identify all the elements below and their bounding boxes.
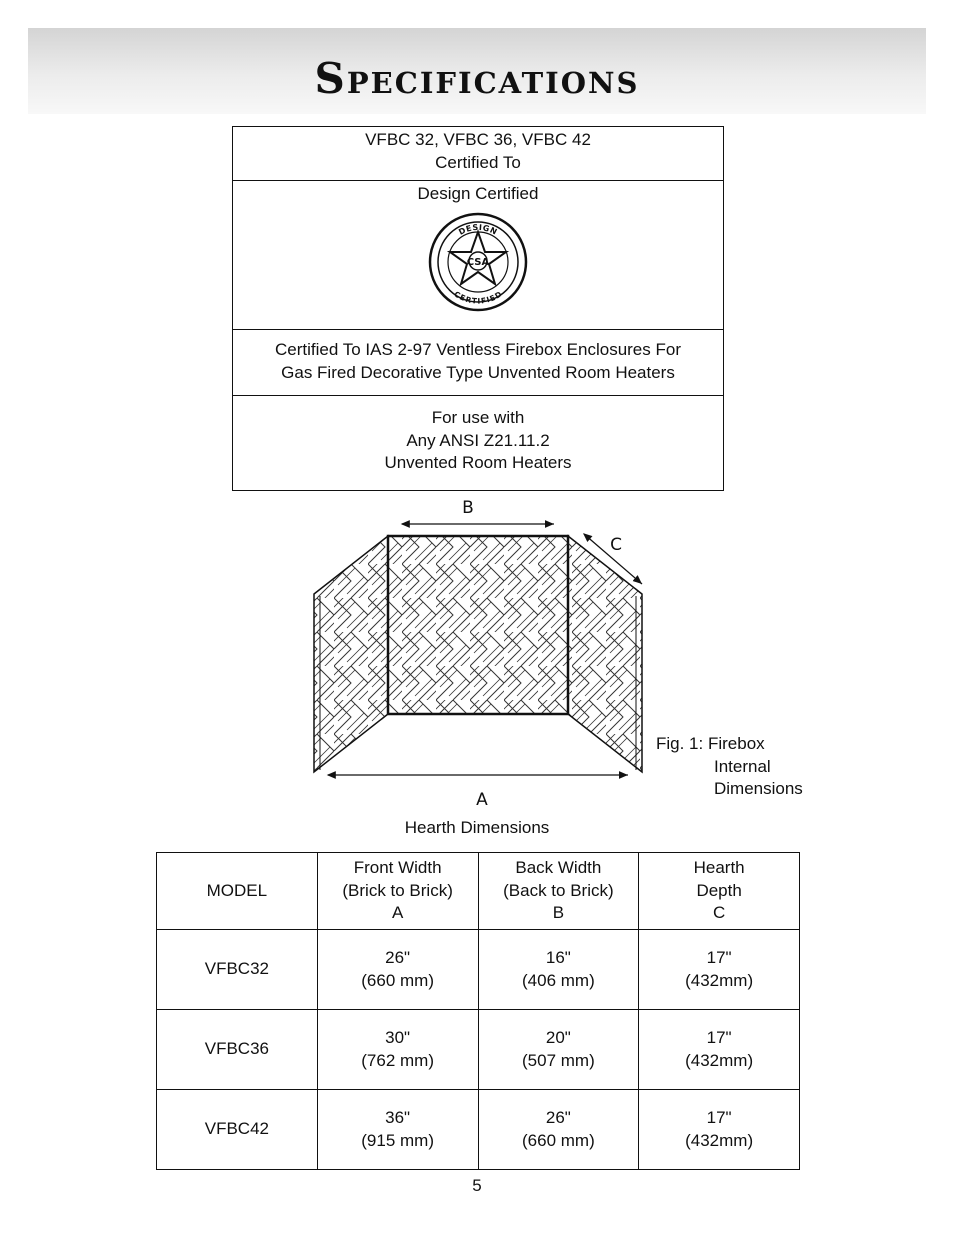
cert-standard-row — [233, 329, 723, 395]
cell-model: VFBC32 — [157, 930, 318, 1010]
cell-value: 30" — [385, 1028, 411, 1047]
dimension-a-label: A — [476, 790, 488, 810]
header-back-width — [478, 853, 639, 930]
design-certified-seal-icon — [428, 212, 528, 312]
firebox-diagram — [300, 496, 660, 814]
cell-back-width — [478, 930, 639, 1010]
title-banner — [28, 28, 926, 114]
cell-value: (660 mm) — [522, 1130, 595, 1150]
cell-value: 16" — [545, 948, 571, 967]
header-text: Back Width — [515, 858, 602, 878]
cell-value: 26" — [545, 1108, 571, 1127]
cert-certified-to: Certified To — [435, 152, 521, 172]
certification-box — [232, 126, 724, 491]
header-text: B — [552, 903, 565, 923]
cell-hearth-depth — [639, 1010, 800, 1090]
header-hearth-depth — [639, 853, 800, 930]
figure-caption-line: Fig. 1: Firebox — [656, 734, 765, 753]
cell-value: (406 mm) — [522, 970, 595, 990]
design-certified-label: Design Certified — [417, 184, 539, 203]
cert-seal-row — [233, 180, 723, 329]
cert-use-row — [233, 395, 723, 490]
header-text: (Brick to Brick) — [342, 880, 453, 900]
header-text: MODEL — [206, 880, 268, 900]
cell-value: 36" — [385, 1108, 411, 1127]
cell-value: (762 mm) — [361, 1050, 434, 1070]
dimension-c-label: C — [610, 535, 622, 555]
seal-top-text: DESIGN — [457, 222, 499, 237]
cert-use-line: Unvented Room Heaters — [384, 453, 572, 472]
cert-standard-line: Gas Fired Decorative Type Unvented Room Heaters — [281, 362, 675, 382]
left-wall — [314, 536, 388, 772]
hearth-dimensions-title: Hearth Dimensions — [404, 818, 550, 837]
cell-value: (432mm) — [685, 1050, 754, 1070]
cell-front-width — [317, 930, 478, 1010]
right-wall — [568, 536, 642, 772]
figure-caption-line: Internal — [714, 756, 771, 776]
cert-use-line: Any ANSI Z21.11.2 — [406, 430, 550, 450]
header-text: Front Width — [353, 858, 442, 878]
dimension-b-label: B — [462, 498, 474, 518]
hearth-dimensions-table — [156, 852, 800, 1170]
table-row — [157, 930, 800, 1010]
cell-value: 17" — [706, 948, 732, 967]
cell-value: (432mm) — [685, 1130, 754, 1150]
cell-hearth-depth — [639, 1090, 800, 1170]
cert-models-line: VFBC 32, VFBC 36, VFBC 42 — [365, 130, 591, 149]
cell-front-width — [317, 1010, 478, 1090]
header-text: A — [391, 903, 404, 923]
cell-front-width — [317, 1090, 478, 1170]
cell-hearth-depth — [639, 930, 800, 1010]
header-text: (Back to Brick) — [503, 880, 614, 900]
cert-standard-line: Certified To IAS 2-97 Ventless Firebox Enclosures For — [275, 340, 681, 359]
cell-back-width — [478, 1090, 639, 1170]
header-text: C — [712, 903, 726, 923]
cell-back-width — [478, 1010, 639, 1090]
cell-model: VFBC42 — [157, 1090, 318, 1170]
cert-use-line: For use with — [431, 408, 525, 427]
cell-value: (432mm) — [685, 970, 754, 990]
cell-value: 20" — [545, 1028, 571, 1047]
back-wall — [388, 536, 568, 714]
header-model — [157, 853, 318, 930]
figure-caption-line: Dimensions — [714, 779, 803, 798]
page-title: Specifications — [314, 54, 640, 103]
cell-value: 17" — [706, 1108, 732, 1127]
cell-value: 26" — [385, 948, 411, 967]
page-number: 5 — [472, 1176, 482, 1195]
header-text: Hearth — [693, 858, 745, 878]
table-header-row — [157, 853, 800, 930]
cell-value: (507 mm) — [522, 1050, 595, 1070]
cell-model: VFBC36 — [157, 1010, 318, 1090]
table-row — [157, 1010, 800, 1090]
seal-center-text: CSA — [466, 256, 490, 268]
seal-bottom-text: CERTIFIED — [452, 288, 504, 306]
figure-caption — [656, 733, 803, 801]
header-front-width — [317, 853, 478, 930]
cell-value: (660 mm) — [361, 970, 434, 990]
cell-value: 17" — [706, 1028, 732, 1047]
cell-value: (915 mm) — [361, 1130, 434, 1150]
cert-models-row — [233, 127, 723, 180]
table-row — [157, 1090, 800, 1170]
header-text: Depth — [696, 880, 742, 900]
